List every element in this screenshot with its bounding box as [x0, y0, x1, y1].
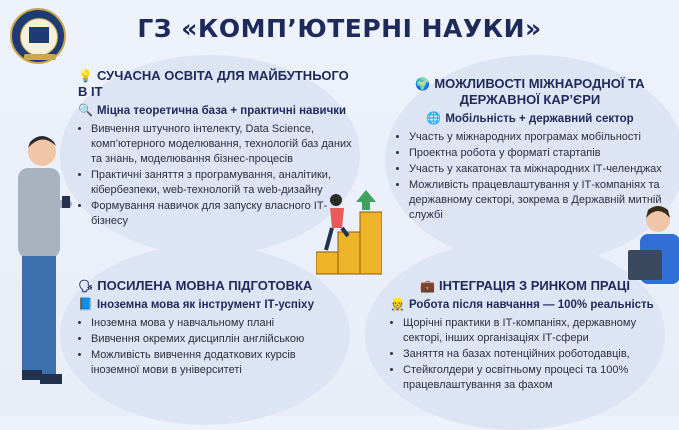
lightbulb-icon: 💡	[78, 69, 93, 83]
list-item: • Практичні заняття з програмування, аналітики, кібербезпеки, web-технологій та web-дизайну	[91, 168, 360, 198]
book-icon: 📘	[78, 297, 93, 311]
briefcase-icon: 💼	[420, 279, 435, 293]
education-section	[78, 68, 360, 230]
career-subheading: 🌐 Мобільність + державний сектор	[426, 111, 634, 125]
list-item: • Формування навичок для запуску власного ІТ-бізнесу	[91, 199, 360, 229]
language-subheading: 📘 Іноземна мова як інструмент ІТ-успіху	[78, 297, 314, 311]
list-item: • Можливість працевлаштування у ІТ-компаніях та державному секторі, зокрема в Державній митній службі	[409, 178, 664, 223]
list-item: • Стейкголдери у освітньому процесі та 100% працевлаштування за фахом	[403, 363, 660, 393]
language-heading: 🗣 ПОСИЛЕНА МОВНА ПІДГОТОВКА	[78, 278, 313, 293]
career-list	[396, 130, 664, 223]
page-title: ГЗ «КОМП’ЮТЕРНІ НАУКИ»	[137, 14, 542, 43]
language-list	[78, 316, 338, 378]
man-with-phone-illustration	[0, 130, 80, 416]
list-item: • Можливість вивчення додаткових курсів іноземної мови в університеті	[91, 348, 338, 378]
market-list	[390, 316, 660, 393]
market-section	[390, 278, 660, 394]
education-list	[78, 122, 360, 229]
list-item: • Щорічні практики в ІТ-компаніях, державному секторі, інших організаціях ІТ-сфери	[403, 316, 660, 346]
market-subheading: 👷 Робота після навчання — 100% реальність	[390, 297, 654, 311]
globe-icon: 🌐	[426, 111, 442, 125]
worker-icon: 👷	[390, 297, 405, 311]
career-heading: 🌍 МОЖЛИВОСТІ МІЖНАРОДНОЇ ТА ДЕРЖАВНОЇ КАР’ЄРИ	[415, 76, 645, 107]
list-item: • Проектна робота у форматі стартапів	[409, 146, 664, 161]
list-item: • Вивчення штучного інтелекту, Data Science, комп’ютерного моделювання, технологій баз даних та знань, моделювання бізнес-процесів	[91, 122, 360, 167]
education-subheading: 🔍 Міцна теоретична база + практичні навички	[78, 103, 347, 117]
list-item: • Участь у міжнародних програмах мобільності	[409, 130, 664, 145]
education-heading: 💡 СУЧАСНА ОСВІТА ДЛЯ МАЙБУТНЬОГО В ІТ	[78, 68, 349, 99]
magnifier-icon: 🔍	[78, 103, 93, 117]
globe-icon: 🌍	[415, 77, 431, 91]
language-section	[78, 278, 338, 379]
career-section	[396, 76, 664, 224]
market-heading: 💼 ІНТЕГРАЦІЯ З РИНКОМ ПРАЦІ	[420, 278, 630, 293]
list-item: • Іноземна мова у навчальному плані	[91, 316, 338, 331]
speaking-head-icon: 🗣	[78, 279, 94, 293]
list-item: • Участь у хакатонах та міжнародних ІТ-челенджах	[409, 162, 664, 177]
list-item: • Вивчення окремих дисциплін англійською	[91, 332, 338, 347]
list-item: • Заняття на базах потенційних роботодавців,	[403, 347, 660, 362]
